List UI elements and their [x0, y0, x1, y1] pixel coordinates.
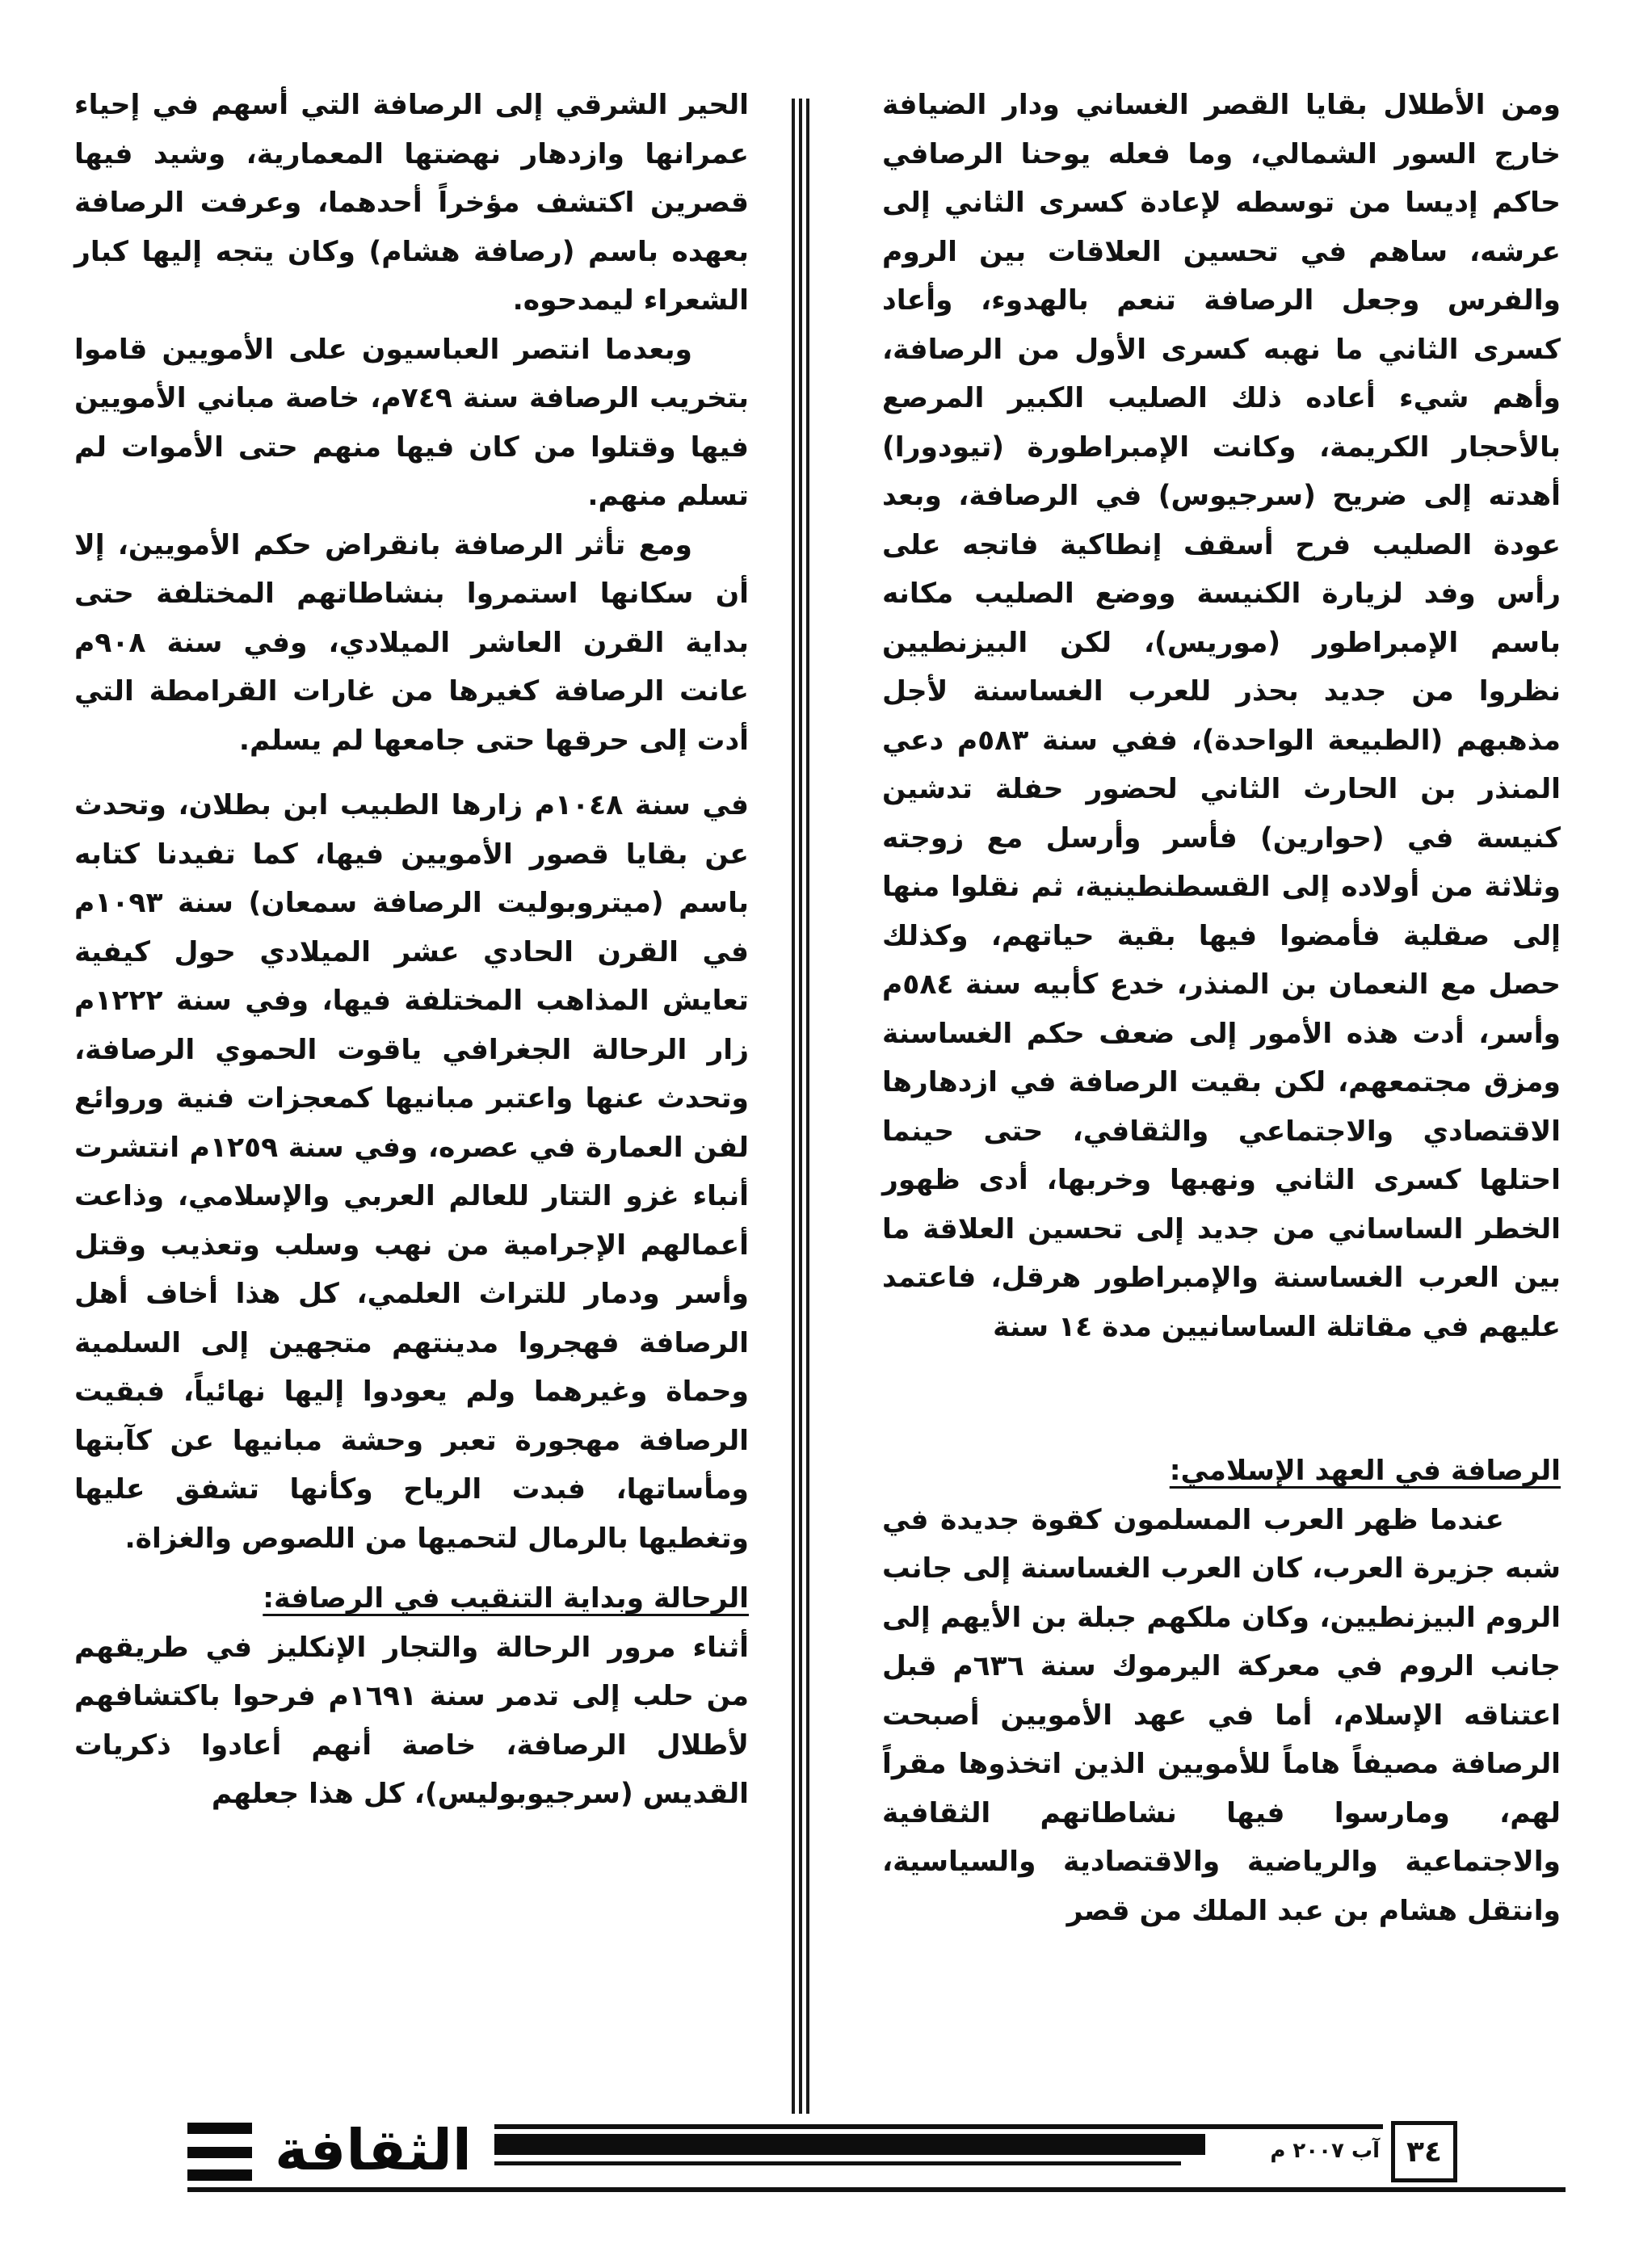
right-paragraph-2: عندما ظهر العرب المسلمون كقوة جديدة في شبه جزيرة العرب، كان العرب الغساسنة إلى جانب الروم البيزنطيين، وكان ملكهم جبلة بن الأيهم إلى جانب الروم في معركة اليرموك سنة ٦٣٦م قبل اعتناقه الإسلام، أما في عهد الأمويين أصبحت الرصافة مصيفاً هاماً للأمويين الذين اتخذوها مقراً لهم، ومارسوا فيها نشاطاتهم الثقافية والاجتماعية والرياضية والاقتصادية والسياسية، وانتقل هشام بن عبد الملك من قصر: [882, 1503, 1561, 1927]
logo-stripes: [187, 2123, 249, 2186]
page-number-box: [1391, 2121, 1457, 2182]
right-paragraph-1: ومن الأطلال بقايا القصر الغساني ودار الضيافة خارج السور الشمالي، وما فعله يوحنا الرصافي حاكم إديسا من توسطه لإعادة كسرى الثاني إلى عرشه، ساهم في تحسين العلاقات بين الروم والفرس وجعل الرصافة تنعم بالهدوء، وأعاد كسرى الثاني ما نهبه كسرى الأول من الرصافة، وأهم شيء أعاده ذلك الصليب الكبير المرصع بالأحجار الكريمة، وكانت الإمبراطورة (تيودورا) أهدته إلى ضريح (سرجيوس) في الرصافة، وبعد عودة الصليب فرح أسقف إنطاكية فاتجه على رأس وفد لزيارة الكنيسة ووضع الصليب مكانه باسم الإمبراطور (موريس)، لكن البيزنطيين نظروا من جديد بحذر للعرب الغساسنة لأجل مذهبهم (الطبيعة الواحدة)، ففي سنة ٥٨٣م دعي المنذر بن الحارث الثاني لحضور حفلة تدشين كنيسة في (حوارين) فأسر وأرسل مع زوجته وثلاثة من أولاده إلى القسطنطينية، ثم نقلوا منها إلى صقلية فأمضوا فيها بقية حياتهم، وكذلك حصل مع النعمان بن المنذر، خدع كأبيه سنة ٥٨٤م وأسر، أدت هذه الأمور إلى ضعف حكم الغساسنة ومزق مجتمعهم، لكن بقيت الرصافة في ازدهارها الاقتصادي والاجتماعي والثقافي، حتى حينما احتلها كسرى الثاني ونهبها وخربها، أدى ظهور الخطر الساساني من جديد إلى تحسين العلاقة ما بين العرب الغساسنة والإمبراطور هرقل، فاعتمد عليهم في مقاتلة الساسانيين مدة ١٤ سنة: [882, 89, 1561, 1343]
footer-rule-bottom: [187, 2187, 1566, 2192]
left-paragraph-5: أثناء مرور الرحالة والتجار الإنكليز في طريقهم من حلب إلى تدمر سنة ١٦٩١م فرحوا باكتشافهم لأطلال الرصافة، خاصة أنهم أعادوا ذكريات القديس (سرجيوبوليس)، كل هذا جعلهم: [74, 1631, 749, 1810]
magazine-logo: الثقافة: [275, 2117, 472, 2183]
section-heading-travelers: الرحالة وبداية التنقيب في الرصافة:: [263, 1582, 749, 1615]
left-paragraph-3: ومع تأثر الرصافة بانقراض حكم الأمويين، إلا أن سكانها استمروا بنشاطاتهم المختلفة حتى بداية القرن العاشر الميلادي، وفي سنة ٩٠٨م عانت الرصافة كغيرها من غارات القرامطة التي أدت إلى حرقها حتى جامعها لم يسلم.: [74, 528, 749, 757]
left-paragraph-2: وبعدما انتصر العباسيون على الأمويين قاموا بتخريب الرصافة سنة ٧٤٩م، خاصة مباني الأمويين فيها وقتلوا من كان فيها منهم حتى الأموات لم تسلم منهم.: [74, 333, 749, 512]
issue-date: آب ٢٠٠٧ م: [1270, 2139, 1380, 2163]
footer-rule-mid: [494, 2161, 1181, 2165]
footer-rule-top: [494, 2124, 1383, 2129]
right-column: [882, 81, 1561, 1935]
column-divider: [792, 99, 809, 2114]
left-paragraph-4: في سنة ١٠٤٨م زارها الطبيب ابن بطلان، وتحدث عن بقايا قصور الأمويين فيها، كما تفيدنا كتابه باسم (ميتروبوليت الرصافة سمعان) سنة ١٠٩٣م في القرن الحادي عشر الميلادي حول كيفية تعايش المذاهب المختلفة فيها، وفي سنة ١٢٢٢م زار الرحالة الجغرافي ياقوت الحموي الرصافة، وتحدث عنها واعتبر مبانيها كمعجزات فنية وروائع لفن العمارة في عصره، وفي سنة ١٢٥٩م انتشرت أنباء غزو التتار للعالم العربي والإسلامي، وذاعت أعمالهم الإجرامية من نهب وسلب وتعذيب وقتل وأسر ودمار للتراث العلمي، كل هذا أخاف أهل الرصافة فهجروا مدينتهم متجهين إلى السلمية وحماة وغيرهما ولم يعودوا إليها نهائياً، فبقيت الرصافة مهجورة تعبر وحشة مبانيها عن كآبتها ومأساتها، فبدت الرياح وكأنها تشفق عليها وتغطيها بالرمال لتحميها من اللصوص والغزاة.: [74, 789, 749, 1555]
section-heading-islamic-era: الرصافة في العهد الإسلامي:: [1169, 1455, 1561, 1487]
page-number: ٣٤: [1406, 2135, 1442, 2169]
left-column: [74, 81, 749, 1819]
left-paragraph-1: الحير الشرقي إلى الرصافة التي أسهم في إحياء عمرانها وازدهار نهضتها المعمارية، وشيد فيها قصرين اكتشف مؤخراً أحدهما، وعرفت الرصافة بعهده باسم (رصافة هشام) وكان يتجه إليها كبار الشعراء ليمدحوه.: [74, 89, 749, 317]
footer-rule-thick: [494, 2134, 1205, 2155]
